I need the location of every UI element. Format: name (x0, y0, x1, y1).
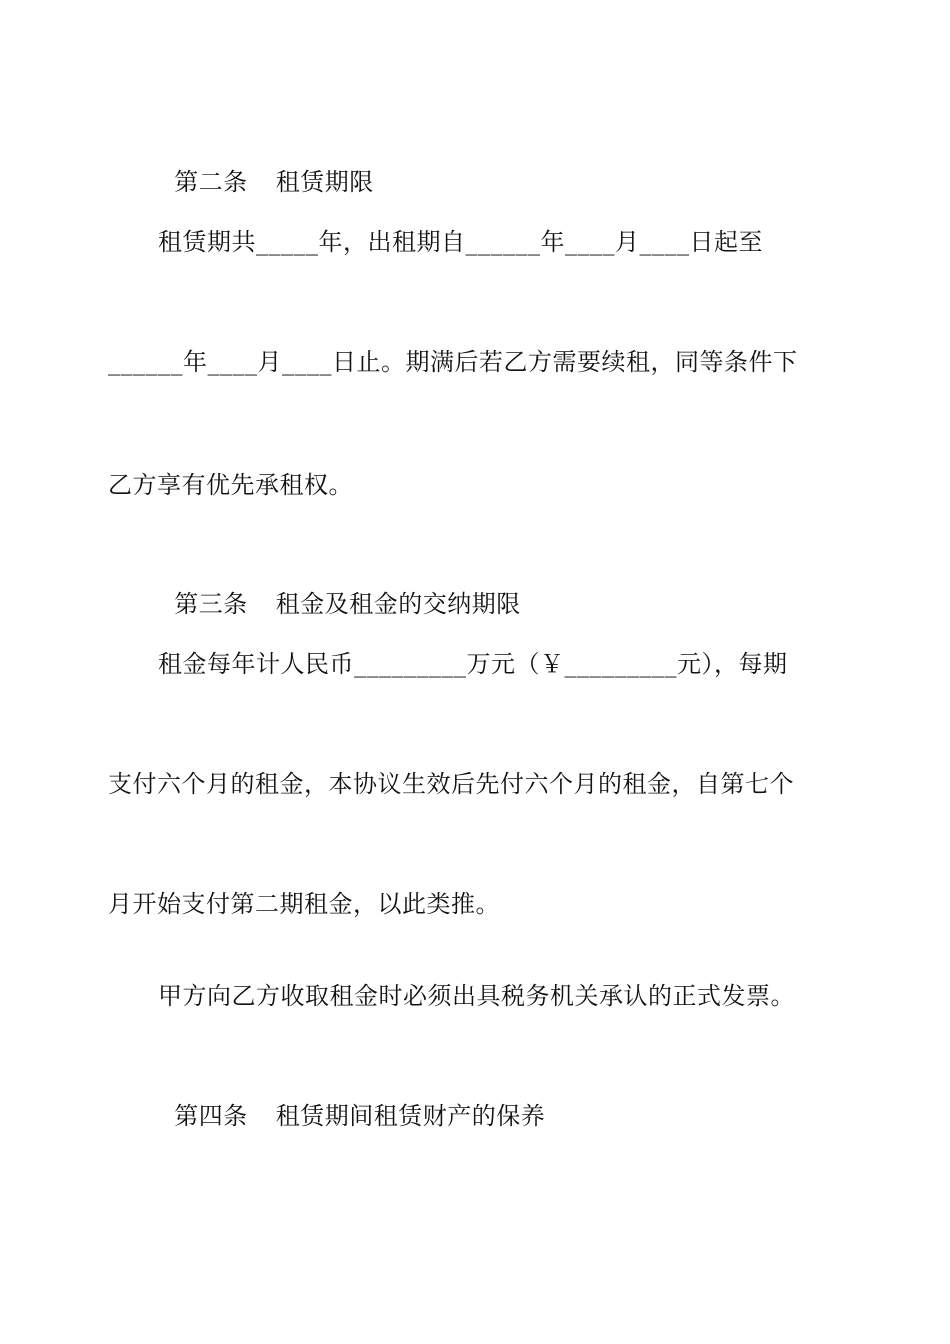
article-3-line-2: 支付六个月的租金，本协议生效后先付六个月的租金，自第七个 (108, 770, 794, 798)
article-4-number: 第四条 (174, 1102, 248, 1130)
article-2-line-1: 租赁期共_____年，出租期自______年____月____日起至 (158, 228, 763, 256)
article-4-heading (158, 1071, 545, 1131)
article-4-title: 租赁期间租赁财产的保养 (275, 1102, 546, 1130)
article-3-line-4: 甲方向乙方收取租金时必须出具税务机关承认的正式发票。 (158, 982, 795, 1010)
article-3-title: 租金及租金的交纳期限 (275, 590, 521, 618)
article-2-line-2: ______年____月____日止。期满后若乙方需要续租，同等条件下 (108, 348, 798, 376)
article-2-heading (158, 137, 374, 197)
article-3-line-3: 月开始支付第二期租金，以此类推。 (108, 890, 500, 918)
article-3-heading (158, 559, 521, 619)
article-3-number: 第三条 (174, 590, 248, 618)
article-2-line-3: 乙方享有优先承租权。 (108, 471, 353, 499)
article-3-line-1: 租金每年计人民币_________万元（￥_________元），每期 (158, 650, 788, 678)
article-2-number: 第二条 (174, 168, 248, 196)
article-2-title: 租赁期限 (275, 168, 374, 196)
